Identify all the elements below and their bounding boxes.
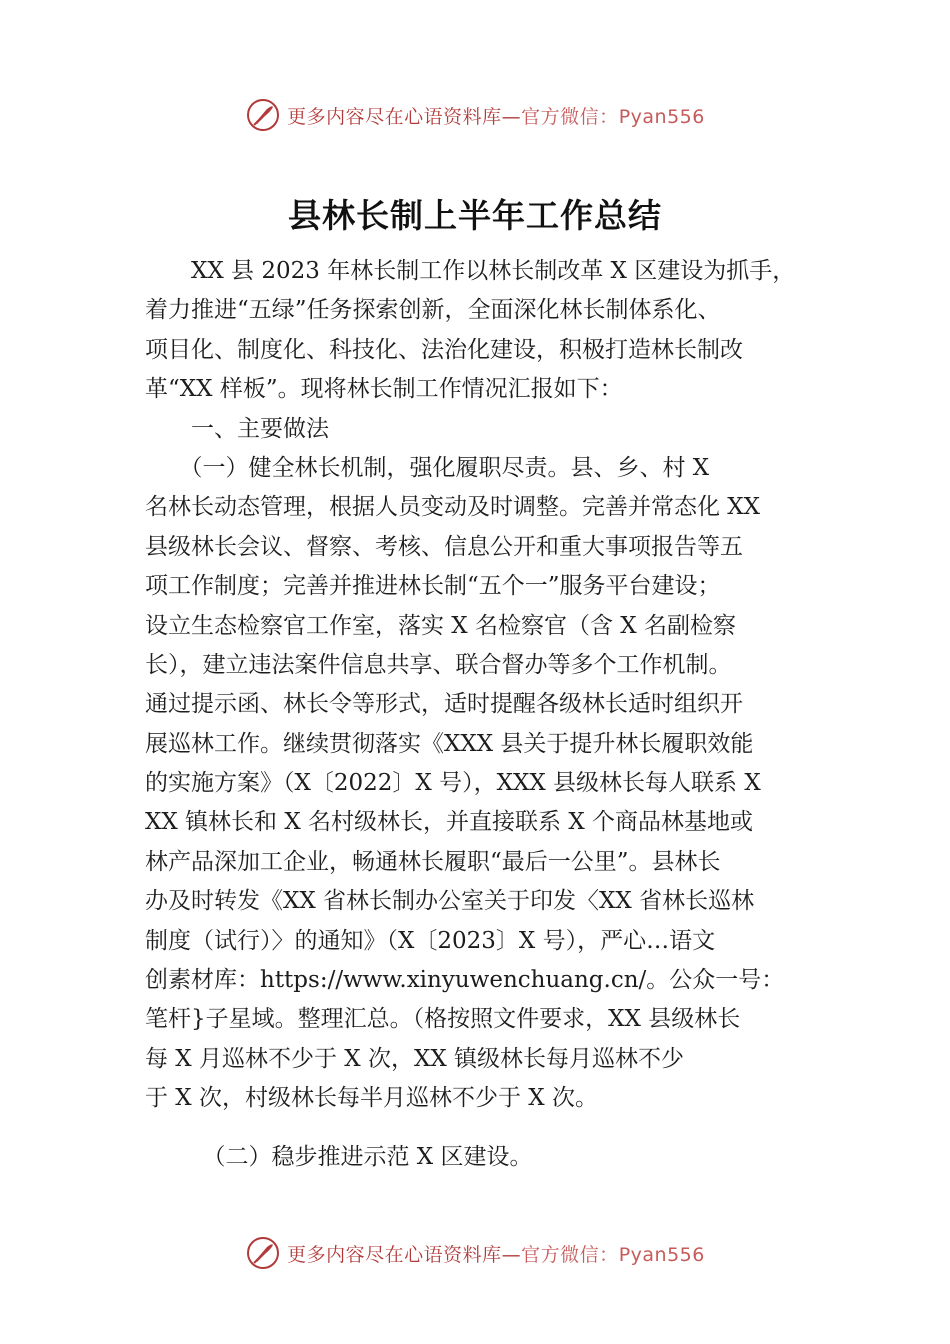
- banner-text: [287, 1240, 705, 1267]
- text-line: XX 镇林长和 X 名村级林长，并直接联系 X 个商品林基地或: [145, 809, 754, 836]
- text-line: 革“XX 样板”。现将林长制工作情况汇报如下：: [145, 376, 623, 403]
- banner-wechat-label: 官方微信：: [521, 105, 619, 128]
- text-line: 展巡林工作。继续贯彻落实《XXX 县关于提升林长履职效能: [145, 730, 754, 757]
- document-body: [145, 252, 815, 1119]
- banner-site: 更多内容尽在心语资料库: [287, 105, 502, 128]
- text-line: （一）健全林长机制，强化履职尽责。县、乡、村 X: [145, 454, 710, 481]
- text-line: 制度（试行）〉的通知》（X〔2023〕X 号），严心…语文: [145, 927, 716, 954]
- quill-pen-icon: [245, 97, 281, 133]
- section-heading: 一、主要做法: [145, 415, 329, 442]
- banner-text: [287, 102, 705, 129]
- quill-pen-icon: [245, 1235, 281, 1271]
- text-line: 于 X 次，村级林长每半月巡林不少于 X 次。: [145, 1085, 598, 1112]
- footer-banner: [0, 1233, 950, 1273]
- banner-wechat-id: Pyan556: [618, 105, 705, 128]
- text-line: 长），建立违法案件信息共享、联合督办等多个工作机制。: [145, 651, 732, 678]
- banner-wechat-label: 官方微信：: [521, 1243, 619, 1266]
- banner-dash: —: [501, 105, 522, 128]
- text-line: 设立生态检察官工作室，落实 X 名检察官（含 X 名副检察: [145, 612, 736, 639]
- text-line: 着力推进“五绿”任务探索创新，全面深化林长制体系化、: [145, 297, 721, 324]
- page-title: 县林长制上半年工作总结: [288, 196, 662, 235]
- text-line: 的实施方案》（X〔2022〕X 号），XXX 县级林长每人联系 X: [145, 770, 761, 797]
- banner-dash: —: [501, 1243, 522, 1266]
- banner-site: 更多内容尽在心语资料库: [287, 1243, 502, 1266]
- text-line: 项目化、制度化、科技化、法治化建设，积极打造林长制改: [145, 336, 743, 363]
- text-line: 县级林长会议、督察、考核、信息公开和重大事项报告等五: [145, 533, 743, 560]
- banner-wechat-id: Pyan556: [618, 1243, 705, 1266]
- text-line: 办及时转发《XX 省林长制办公室关于印发〈XX 省林长巡林: [145, 888, 755, 915]
- header-banner: [0, 95, 950, 135]
- text-line: XX 县 2023 年林长制工作以林长制改革 X 区建设为抓手，: [145, 258, 796, 284]
- text-line: 每 X 月巡林不少于 X 次，XX 镇级林长每月巡林不少: [145, 1045, 685, 1072]
- section-heading-two: （二）稳步推进示范 X 区建设。: [145, 1144, 533, 1170]
- text-line: 通过提示函、林长令等形式，适时提醒各级林长适时组织开: [145, 691, 743, 718]
- text-line: 名林长动态管理，根据人员变动及时调整。完善并常态化 XX: [145, 494, 761, 521]
- text-line: 项工作制度；完善并推进林长制“五个一”服务平台建设；: [145, 573, 721, 600]
- text-line: 林产品深加工企业，畅通林长履职“最后一公里”。县林长: [145, 848, 721, 875]
- text-line: 创素材库：https://www.xinyuwenchuang.cn/。公众一号：: [145, 967, 785, 994]
- text-line: 笔杆}子星域。整理汇总。（格按照文件要求，XX 县级林长: [145, 1006, 741, 1033]
